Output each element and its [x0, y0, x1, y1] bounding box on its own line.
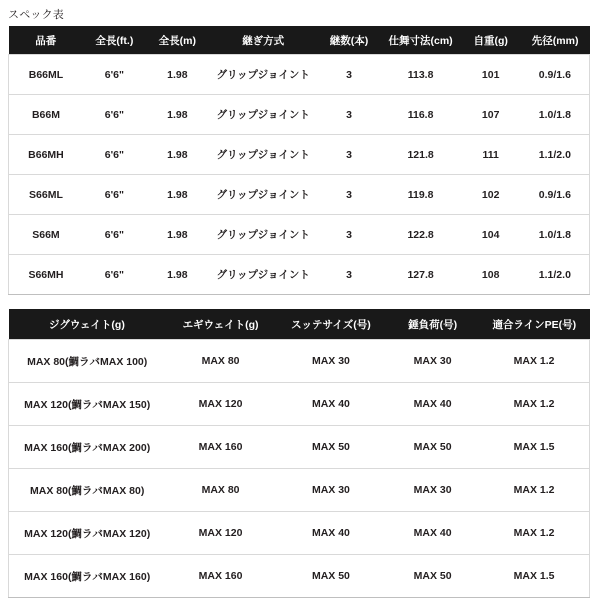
cell-jig-weight: MAX 120(鯛ラバMAX 120) [9, 512, 166, 555]
cell-length-ft: 6'6" [83, 135, 146, 175]
table-row [9, 135, 590, 175]
cell-egi-weight: MAX 160 [165, 426, 275, 469]
cell-jig-weight: MAX 80(鯛ラバMAX 80) [9, 469, 166, 512]
table-row [9, 215, 590, 255]
cell-length-m: 1.98 [146, 215, 209, 255]
cell-jig-weight: MAX 120(鯛ラバMAX 150) [9, 383, 166, 426]
cell-joint-type: グリップジョイント [209, 215, 318, 255]
cell-sutte-size: MAX 40 [276, 383, 386, 426]
cell-pe-line: MAX 1.5 [479, 555, 589, 598]
cell-sinker-load: MAX 40 [386, 383, 479, 426]
cell-weight: 104 [461, 215, 521, 255]
cell-egi-weight: MAX 120 [165, 383, 275, 426]
cell-closed-length: 127.8 [381, 255, 461, 295]
cell-model: B66ML [9, 55, 83, 95]
column-header-joint-type: 継ぎ方式 [209, 26, 318, 55]
cell-pieces: 3 [318, 135, 381, 175]
cell-joint-type: グリップジョイント [209, 135, 318, 175]
table-row [9, 95, 590, 135]
cell-closed-length: 116.8 [381, 95, 461, 135]
cell-length-m: 1.98 [146, 95, 209, 135]
cell-tip-diameter: 1.0/1.8 [521, 215, 590, 255]
cell-closed-length: 121.8 [381, 135, 461, 175]
cell-pe-line: MAX 1.2 [479, 340, 589, 383]
cell-closed-length: 113.8 [381, 55, 461, 95]
cell-pieces: 3 [318, 255, 381, 295]
cell-length-m: 1.98 [146, 255, 209, 295]
table-row [9, 175, 590, 215]
table-row [9, 512, 590, 555]
cell-weight: 101 [461, 55, 521, 95]
column-header-weight: 自重(g) [461, 26, 521, 55]
cell-model: S66ML [9, 175, 83, 215]
column-header-sinker-load: 錘負荷(号) [386, 309, 479, 340]
cell-weight: 107 [461, 95, 521, 135]
table-row [9, 426, 590, 469]
cell-sutte-size: MAX 40 [276, 512, 386, 555]
cell-sinker-load: MAX 50 [386, 555, 479, 598]
cell-pieces: 3 [318, 95, 381, 135]
column-header-sutte-size: スッテサイズ(号) [276, 309, 386, 340]
cell-sutte-size: MAX 30 [276, 469, 386, 512]
cell-model: B66M [9, 95, 83, 135]
cell-model: S66MH [9, 255, 83, 295]
cell-closed-length: 119.8 [381, 175, 461, 215]
cell-length-ft: 6'6" [83, 175, 146, 215]
cell-sutte-size: MAX 50 [276, 555, 386, 598]
column-header-jig-weight: ジグウェイト(g) [9, 309, 166, 340]
spec-table-dimensions [8, 26, 590, 295]
column-header-closed-length: 仕舞寸法(cm) [381, 26, 461, 55]
table-row [9, 555, 590, 598]
table-header-row [9, 26, 590, 55]
cell-model: S66M [9, 215, 83, 255]
table-row [9, 383, 590, 426]
cell-jig-weight: MAX 160(鯛ラバMAX 200) [9, 426, 166, 469]
cell-egi-weight: MAX 80 [165, 469, 275, 512]
cell-joint-type: グリップジョイント [209, 95, 318, 135]
cell-tip-diameter: 1.1/2.0 [521, 135, 590, 175]
table-row [9, 255, 590, 295]
cell-sinker-load: MAX 40 [386, 512, 479, 555]
column-header-pe-line: 適合ラインPE(号) [479, 309, 589, 340]
cell-model: B66MH [9, 135, 83, 175]
cell-pe-line: MAX 1.2 [479, 512, 589, 555]
table-row [9, 55, 590, 95]
column-header-length-m: 全長(m) [146, 26, 209, 55]
table-row [9, 469, 590, 512]
cell-closed-length: 122.8 [381, 215, 461, 255]
cell-length-m: 1.98 [146, 135, 209, 175]
cell-pe-line: MAX 1.2 [479, 469, 589, 512]
cell-weight: 108 [461, 255, 521, 295]
cell-egi-weight: MAX 120 [165, 512, 275, 555]
cell-sutte-size: MAX 50 [276, 426, 386, 469]
cell-pe-line: MAX 1.5 [479, 426, 589, 469]
cell-pieces: 3 [318, 215, 381, 255]
cell-sinker-load: MAX 30 [386, 340, 479, 383]
column-header-tip-diameter: 先径(mm) [521, 26, 590, 55]
column-header-pieces: 継数(本) [318, 26, 381, 55]
cell-tip-diameter: 1.1/2.0 [521, 255, 590, 295]
column-header-egi-weight: エギウェイト(g) [165, 309, 275, 340]
spec-table-lure-ratings [8, 309, 590, 598]
page-title: スペック表 [8, 9, 64, 21]
table-row [9, 340, 590, 383]
cell-tip-diameter: 0.9/1.6 [521, 175, 590, 215]
cell-pieces: 3 [318, 175, 381, 215]
cell-jig-weight: MAX 80(鯛ラバMAX 100) [9, 340, 166, 383]
cell-egi-weight: MAX 80 [165, 340, 275, 383]
cell-length-ft: 6'6" [83, 95, 146, 135]
cell-sinker-load: MAX 30 [386, 469, 479, 512]
cell-joint-type: グリップジョイント [209, 55, 318, 95]
cell-pieces: 3 [318, 55, 381, 95]
cell-tip-diameter: 0.9/1.6 [521, 55, 590, 95]
cell-sinker-load: MAX 50 [386, 426, 479, 469]
cell-joint-type: グリップジョイント [209, 175, 318, 215]
cell-length-ft: 6'6" [83, 255, 146, 295]
column-header-length-ft: 全長(ft.) [83, 26, 146, 55]
cell-jig-weight: MAX 160(鯛ラバMAX 160) [9, 555, 166, 598]
cell-length-m: 1.98 [146, 55, 209, 95]
cell-tip-diameter: 1.0/1.8 [521, 95, 590, 135]
cell-length-ft: 6'6" [83, 215, 146, 255]
table-divider [0, 295, 600, 309]
column-header-model: 品番 [9, 26, 83, 55]
cell-pe-line: MAX 1.2 [479, 383, 589, 426]
cell-sutte-size: MAX 30 [276, 340, 386, 383]
table-header-row [9, 309, 590, 340]
cell-weight: 102 [461, 175, 521, 215]
cell-egi-weight: MAX 160 [165, 555, 275, 598]
cell-length-ft: 6'6" [83, 55, 146, 95]
cell-weight: 111 [461, 135, 521, 175]
cell-joint-type: グリップジョイント [209, 255, 318, 295]
cell-length-m: 1.98 [146, 175, 209, 215]
